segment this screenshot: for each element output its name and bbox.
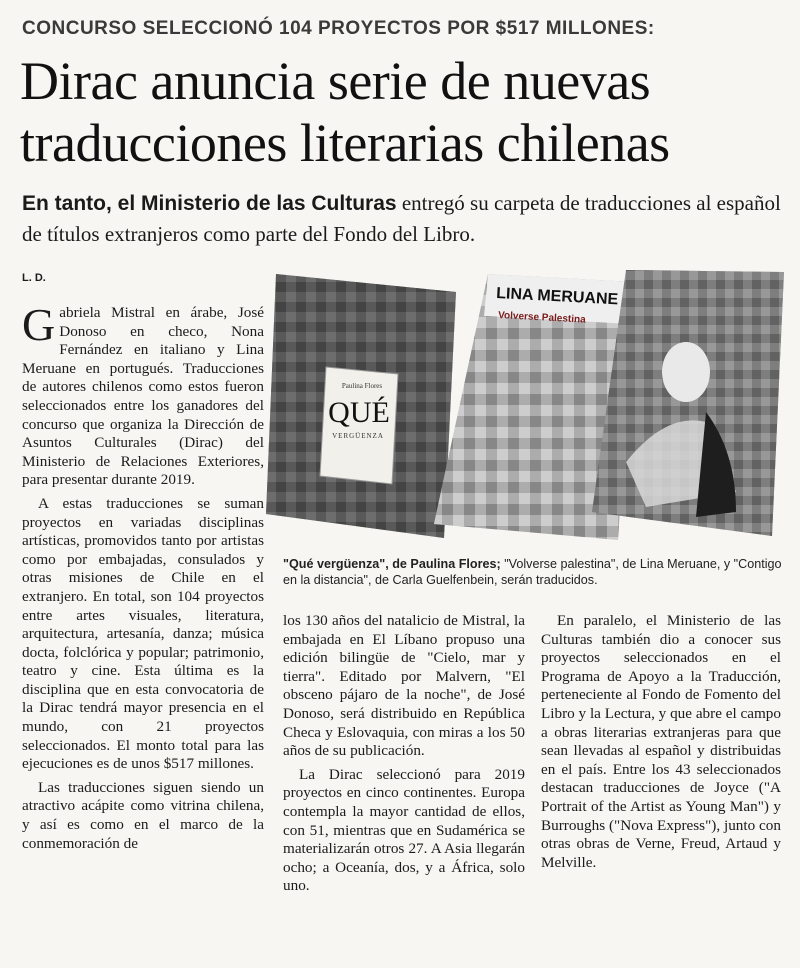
byline: L. D. [22,272,46,284]
cover1-author: Paulina Flores [341,382,383,390]
headline-line-1: Dirac anuncia serie de nuevas [20,51,651,111]
paragraph-1 [22,299,264,490]
kicker: CONCURSO SELECCIONÓ 104 PROYECTOS POR $517 MILLONES: [22,18,655,39]
book-covers-photo [266,262,784,548]
body-column-1 [22,299,264,858]
photo-caption [283,556,783,588]
caption-bold: "Qué vergüenza", de Paulina Flores; [283,557,501,571]
body-column-3 [541,612,781,877]
headline-line-2: traducciones literarias chilenas [20,113,670,173]
dropcap: G [22,299,56,350]
cover2-author: LINA MERUANE [495,285,619,309]
portrait-face-shape [662,342,710,402]
paragraph-6: En paralelo, el Ministerio de las Culturas también dio a conocer sus proyectos seleccionados en el Programa de Apoyo a la Traducción, perteneciente al Fondo de Fomento del Libro y la Lectura, y que abre el campo a obras literarias extranjeras para que sean llevadas al español y distribuidas en el país. Entre los 43 seleccionados destacan traducciones de Joyce ("A Portrait of the Artist as Young Man") y Burroughs ("Nova Express"), junto con otras obras de Verne, Freud, Artaud y Melville. [541,612,781,871]
paragraph-3: Las traducciones siguen siendo un atractivo acápite como vitrina chilena, y así es como en el marco de la conmemoración de [22,778,264,852]
cover2-title: Volverse Palestina [497,310,586,326]
subhead-strong: En tanto, el Ministerio de las Culturas [22,192,397,215]
cover1-subtitle: VERGÜENZA [332,432,384,440]
subhead-rest: entregó su carpeta de traducciones al español de títulos extranjeros como parte del Fondo del Libro. [22,191,781,246]
paragraph-2: A estas traducciones se suman proyectos en variadas disciplinas artísticas, promovidos tanto por artistas como por embajadas, consulados y otras misiones de Chile en el extranjero. En total, son 104 proyectos entre artes visuales, literatura, arquitectura, artesanía, danza; música docta, folclórica y popular; patrimonio, teatro y cine. Esta última es la disciplina que en esta convocatoria de la Dirac tendrá mayor presencia en el mundo, con 21 proyectos seleccionados. El monto total para las ejecuciones es de unos $517 millones. [22,494,264,773]
headline [20,50,790,174]
cover1-title: QUÉ [328,396,390,429]
book-covers-illustration [266,262,784,548]
caption-rest: "Volverse palestina", de Lina Meruane, y "Contigo en la distancia", de Carla Guelfenbein, serán traducidos. [283,557,782,587]
cover-contigo-en-la-distancia [592,270,784,536]
paragraph-1-text: abriela Mistral en árabe, José Donoso en checo, Nona Fernández en italiano y Lina Meruane en portugués. Traducciones de autores chilenos como estos fueron seleccionados entre los ganadores del concurso que organiza la Dirección de Asuntos Culturales (Dirac) del Ministerio de Relaciones Exteriores, para presentar durante 2019. [22,304,264,489]
paragraph-4: los 130 años del natalicio de Mistral, la embajada en El Líbano propuso una edición bilingüe de "Cielo, mar y tierra". Editado por Malvern, "El obsceno pájaro de la noche", de José Donoso, será distribuido en República Checa y Eslovaquia, con miras a los 50 años de su publicación. [283,612,525,760]
paragraph-5: La Dirac seleccionó para 2019 proyectos en cinco continentes. Europa contempla la mayor cantidad de ellos, con 51, mientras que en Sudamérica se materializarán otros 27. A Asia llegarán ocho; a Oceanía, dos, y a África, solo uno. [283,765,525,895]
body-column-2 [283,612,525,901]
subhead [22,188,782,249]
